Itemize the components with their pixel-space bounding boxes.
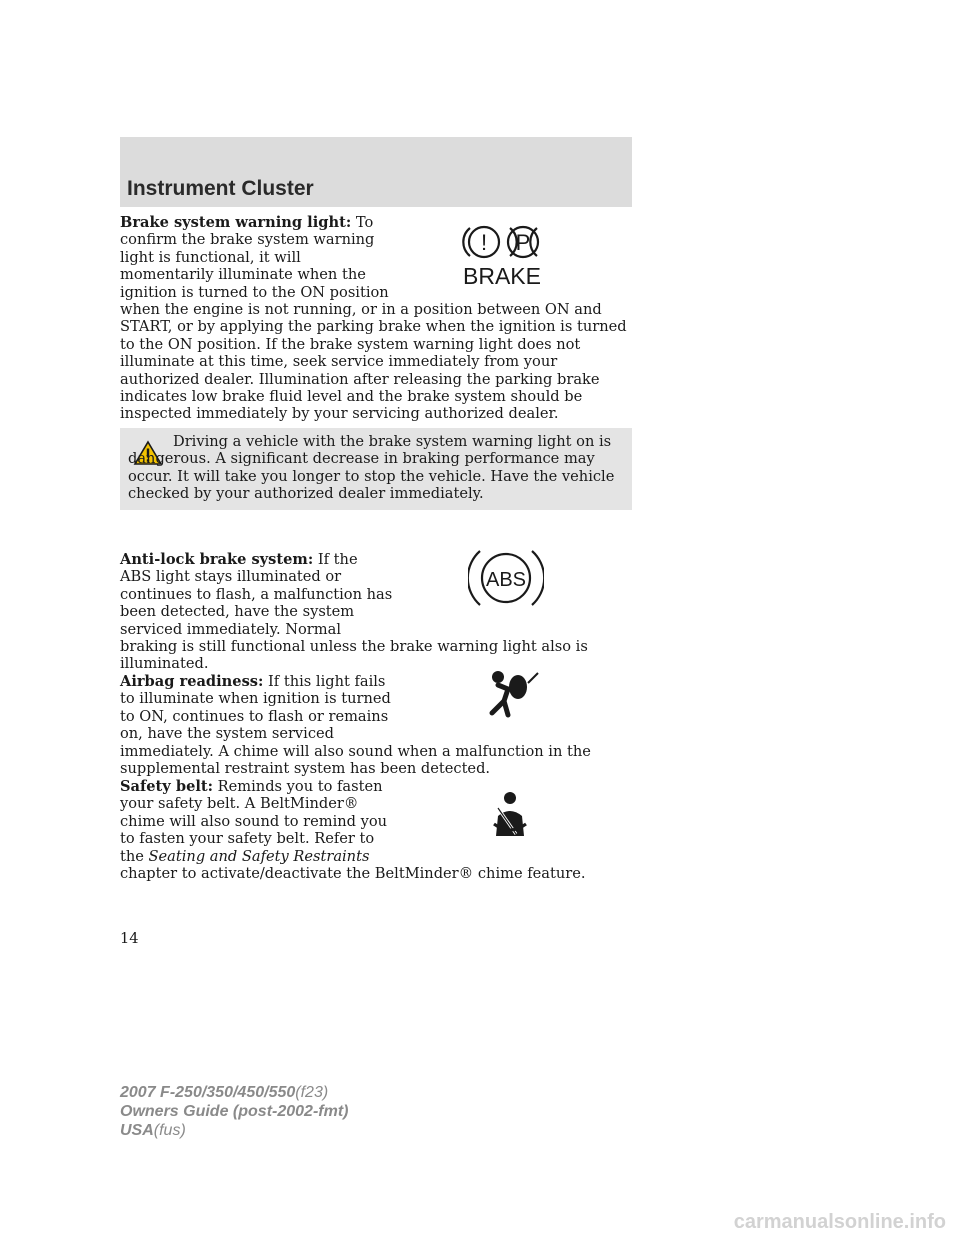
warning-box xyxy=(120,428,632,510)
brake-icon-p: P xyxy=(515,230,531,255)
brake-section-text: Brake system warning light: To confirm the brake system warning light is functional, it will momentarily illuminate when the ignition is turned to the ON position when the engine is not running, or in a position between ON and START, or by applying the parking brake when the ignition is turned to the ON position. If the brake system warning light does not illuminate at this time, seek service immediately from your authorized dealer. Illumination after releasing the parking brake indicates low brake fluid level and the brake system should be inspected immediately by your servicing authorized dealer. xyxy=(120,214,627,423)
brake-icon-label: BRAKE xyxy=(463,263,541,289)
brake-warning-icon xyxy=(440,224,564,290)
safety-belt-section-text: Safety belt: Reminds you to fasten your safety belt. A BeltMinder® chime will also sound to remind you to fasten your safety belt. Refer to the Seating and Safety Restraints chapter to activate/deactivate the BeltMinder® chime feature. xyxy=(120,778,586,883)
header-band xyxy=(120,137,632,207)
page-title: Instrument Cluster xyxy=(127,177,314,200)
warning-text: Driving a vehicle with the brake system warning light on is dangerous. A significant decrease in braking performance may occur. It will take you longer to stop the vehicle. Have the vehicle checked by your authorized dealer immediately. xyxy=(128,433,615,503)
page-number: 14 xyxy=(120,930,139,947)
abs-icon xyxy=(468,545,544,611)
airbag-icon xyxy=(484,667,540,719)
airbag-section-text: Airbag readiness: If this light fails to illuminate when ignition is turned to ON, continues to flash or remains on, have the system serviced immediately. A chime will also sound when a malfunction in the supplemental restraint system has been detected. xyxy=(120,673,591,778)
brake-section-heading: Brake system warning light: xyxy=(120,214,352,231)
abs-section-heading: Anti-lock brake system: xyxy=(120,551,314,568)
document-footer: 2007 F-250/350/450/550(f23) Owners Guide (post-2002-fmt) USA(fus) xyxy=(120,1084,349,1139)
safety-belt-section-heading: Safety belt: xyxy=(120,778,214,795)
airbag-section-heading: Airbag readiness: xyxy=(120,673,264,690)
seatbelt-icon xyxy=(484,790,530,842)
abs-icon-label: ABS xyxy=(485,569,527,591)
brake-icon-exclamation: ! xyxy=(480,230,488,255)
watermark: carmanualsonline.info xyxy=(733,1211,946,1233)
abs-section-text: Anti-lock brake system: If the ABS light stays illuminated or continues to flash, a malfunction has been detected, have the system serviced immediately. Normal braking is still functional unless the brake warning light also is illuminated. xyxy=(120,551,588,673)
